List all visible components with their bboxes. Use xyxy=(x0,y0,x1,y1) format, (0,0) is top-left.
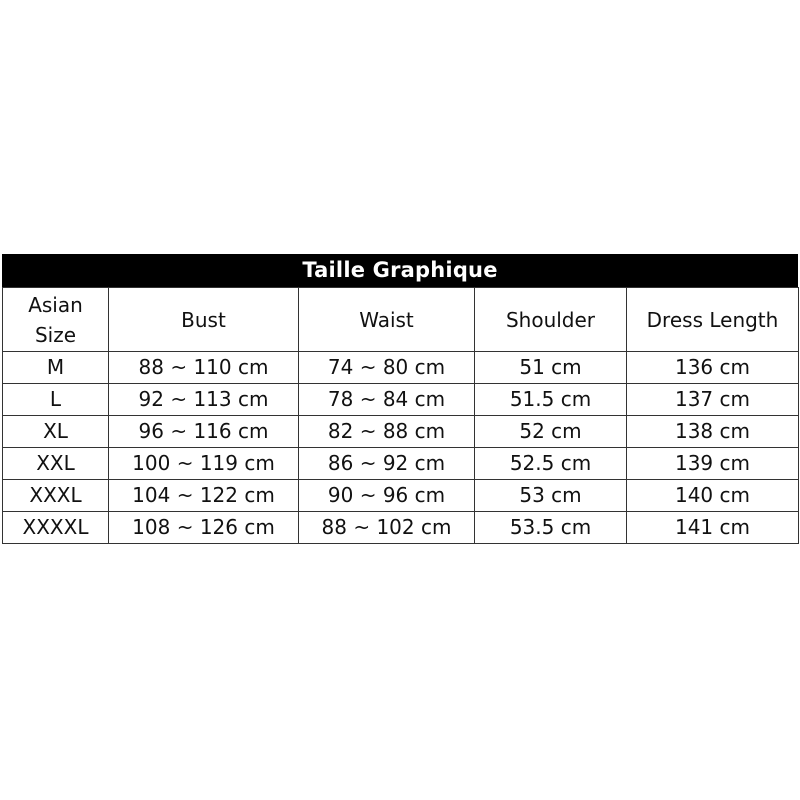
cell-bust: 108 ~ 126 cm xyxy=(109,512,299,544)
cell-dress-length: 137 cm xyxy=(627,384,799,416)
header-shoulder: Shoulder xyxy=(475,288,627,352)
cell-dress-length: 136 cm xyxy=(627,352,799,384)
table-row xyxy=(3,416,799,448)
cell-waist: 82 ~ 88 cm xyxy=(299,416,475,448)
cell-shoulder: 51.5 cm xyxy=(475,384,627,416)
cell-size: L xyxy=(3,384,109,416)
cell-dress-length: 139 cm xyxy=(627,448,799,480)
cell-size: XXL xyxy=(3,448,109,480)
cell-shoulder: 53 cm xyxy=(475,480,627,512)
header-waist: Waist xyxy=(299,288,475,352)
header-bust: Bust xyxy=(109,288,299,352)
table-row xyxy=(3,352,799,384)
chart-title: Taille Graphique xyxy=(2,254,798,287)
table-row xyxy=(3,480,799,512)
cell-waist: 88 ~ 102 cm xyxy=(299,512,475,544)
cell-bust: 92 ~ 113 cm xyxy=(109,384,299,416)
table-row xyxy=(3,512,799,544)
cell-size: M xyxy=(3,352,109,384)
cell-dress-length: 141 cm xyxy=(627,512,799,544)
header-asian-size-line1: Asian xyxy=(28,292,83,317)
cell-shoulder: 52 cm xyxy=(475,416,627,448)
cell-shoulder: 52.5 cm xyxy=(475,448,627,480)
cell-bust: 104 ~ 122 cm xyxy=(109,480,299,512)
cell-waist: 78 ~ 84 cm xyxy=(299,384,475,416)
cell-bust: 88 ~ 110 cm xyxy=(109,352,299,384)
cell-bust: 100 ~ 119 cm xyxy=(109,448,299,480)
cell-dress-length: 140 cm xyxy=(627,480,799,512)
cell-waist: 86 ~ 92 cm xyxy=(299,448,475,480)
table-row xyxy=(3,384,799,416)
header-row xyxy=(3,288,799,352)
header-dress-length: Dress Length xyxy=(627,288,799,352)
cell-waist: 90 ~ 96 cm xyxy=(299,480,475,512)
cell-shoulder: 51 cm xyxy=(475,352,627,384)
cell-size: XXXL xyxy=(3,480,109,512)
cell-size: XL xyxy=(3,416,109,448)
cell-bust: 96 ~ 116 cm xyxy=(109,416,299,448)
size-table xyxy=(2,287,799,544)
cell-dress-length: 138 cm xyxy=(627,416,799,448)
cell-shoulder: 53.5 cm xyxy=(475,512,627,544)
table-row xyxy=(3,448,799,480)
header-asian-size xyxy=(3,288,109,352)
cell-size: XXXXL xyxy=(3,512,109,544)
size-chart xyxy=(2,254,798,544)
cell-waist: 74 ~ 80 cm xyxy=(299,352,475,384)
header-asian-size-line2: Size xyxy=(34,322,77,347)
